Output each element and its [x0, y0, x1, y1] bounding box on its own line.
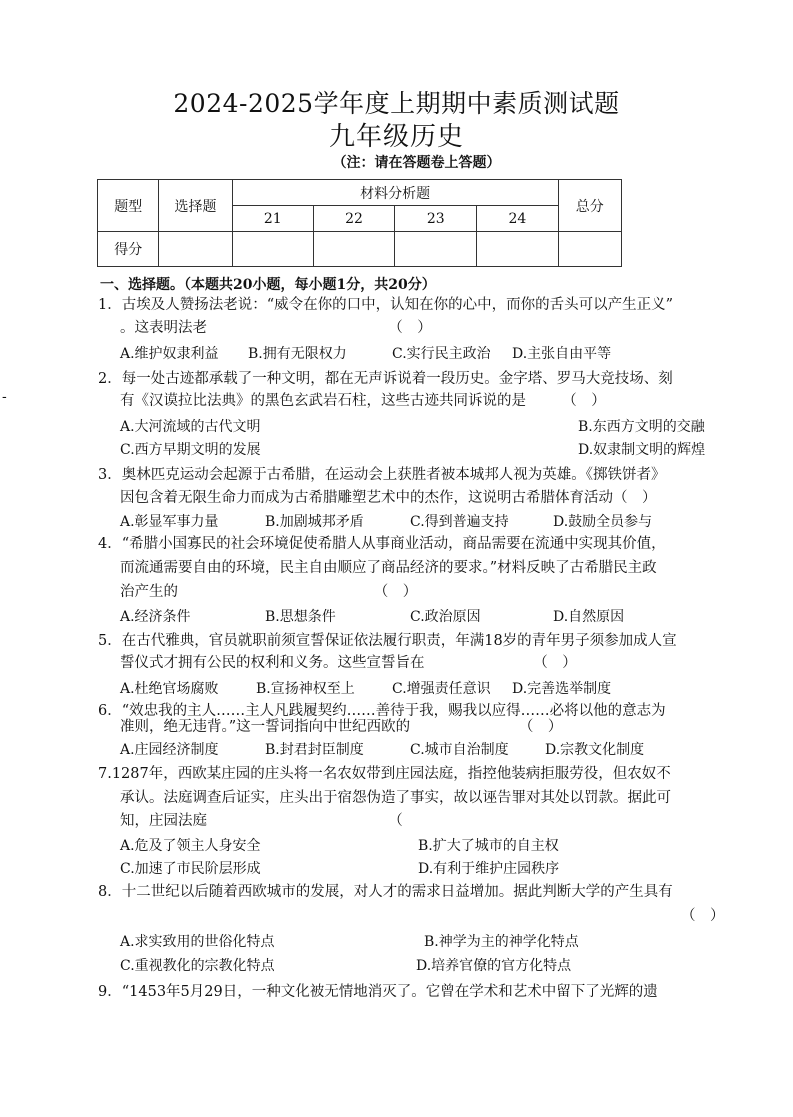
- question-6-option-a: A.庄园经济制度: [120, 742, 219, 758]
- question-4-line-3: 治产生的 （ ）: [120, 584, 418, 600]
- q-number-21: 21: [232, 206, 313, 232]
- choice-label: 选择题: [159, 180, 232, 232]
- question-2-option-b: B.东西方文明的交融: [578, 419, 705, 435]
- question-1-option-d: D.主张自由平等: [512, 346, 612, 362]
- total-label: 总分: [558, 180, 621, 232]
- exam-subtitle: 九年级历史: [328, 122, 464, 152]
- exam-title: 2024-2025学年度上期期中素质测试题: [173, 89, 620, 118]
- question-3-option-a: A.彰显军事力量: [120, 514, 219, 530]
- question-8-line-2: （ ）: [681, 908, 725, 924]
- question-5-option-a: A.杜绝官场腐败: [120, 681, 219, 697]
- question-5-option-d: D.完善选举制度: [512, 681, 612, 697]
- question-9-line-1: 9．“1453年5月29日，一种文化被无情地消灭了。它曾在学术和艺术中留下了光辉的遗: [98, 984, 658, 1000]
- question-5-option-b: B.宣扬神权至上: [256, 681, 355, 697]
- question-1-line-2: 。这表明法老 （ ）: [120, 320, 432, 336]
- question-5-line-1: 5．在古代雅典，官员就职前须宣誓保证依法履行职责，年满18岁的青年男子须参加成人宣: [98, 633, 677, 649]
- q-number-23: 23: [395, 206, 477, 232]
- question-1-option-b: B.拥有无限权力: [248, 346, 347, 362]
- question-7-line-2: 承认。法庭调查后证实，庄头出于宿怨伪造了事实，故以诬告罪对其处以罚款。据此可: [120, 790, 671, 806]
- question-6-line-1: 6．“效忠我的主人……主人凡践履契约……善待于我，赐我以应得……必将以他的意志为: [98, 703, 666, 719]
- exam-note: （注：请在答题卷上答题）: [332, 155, 501, 171]
- question-1-line-1: 1．古埃及人赞扬法老说：“威令在你的口中，认知在你的心中，而你的舌头可以产生正义”: [98, 297, 674, 313]
- question-8-option-c: C.重视教化的宗教化特点: [120, 958, 275, 974]
- type-label: 题型: [98, 180, 159, 232]
- question-4-option-b: B.思想条件: [265, 609, 336, 625]
- question-2-line-2: 有《汉谟拉比法典》的黑色玄武岩石柱，这些古迹共同诉说的是 （ ）: [120, 393, 606, 409]
- question-7-line-1: 7.1287年，西欧某庄园的庄头将一名农奴带到庄园法庭，指控他装病拒服劳役，但农奴不: [98, 766, 671, 782]
- question-7-line-3: 知，庄园法庭 （: [120, 813, 403, 829]
- score-cell-total: [558, 232, 621, 267]
- question-6-option-b: B.封君封臣制度: [265, 742, 364, 758]
- question-8-option-a: A.求实致用的世俗化特点: [120, 934, 275, 950]
- question-6-line-2: 准则，绝无违背。”这一誓词指向中世纪西欧的 （ ）: [120, 719, 563, 735]
- q-number-24: 24: [477, 206, 558, 232]
- question-5-option-c: C.增强责任意识: [392, 681, 491, 697]
- question-6-option-c: C.城市自治制度: [410, 742, 509, 758]
- question-3-option-b: B.加剧城邦矛盾: [265, 514, 364, 530]
- question-4-line-1: 4．“希腊小国寡民的社会环境促使希腊人从事商业活动，商品需要在流通中实现其价值，: [98, 536, 666, 552]
- question-8-option-d: D.培养官僚的官方化特点: [416, 958, 572, 974]
- score-cell-23: [395, 232, 477, 267]
- question-7-option-b: B.扩大了城市的自主权: [418, 838, 559, 854]
- question-3-line-1: 3．奥林匹克运动会起源于古希腊，在运动会上获胜者被本城邦人视为英雄。《掷铁饼者》: [98, 467, 666, 483]
- question-4-option-c: C.政治原因: [410, 609, 481, 625]
- question-7-option-a: A.危及了领主人身安全: [120, 838, 261, 854]
- q-number-22: 22: [313, 206, 394, 232]
- score-cell-choice: [159, 232, 232, 267]
- question-4-option-a: A.经济条件: [120, 609, 191, 625]
- question-2-option-a: A.大河流域的古代文明: [120, 419, 261, 435]
- question-4-option-d: D.自然原因: [553, 609, 625, 625]
- question-2-option-d: D.奴隶制文明的辉煌: [578, 442, 706, 458]
- question-2-line-1: 2．每一处古迹都承载了一种文明，都在无声诉说着一段历史。金字塔、罗马大竞技场、刻: [98, 371, 673, 387]
- question-5-line-2: 誓仪式才拥有公民的权利和义务。这些宣誓旨在 （ ）: [120, 655, 577, 671]
- question-7-option-d: D.有利于维护庄园秩序: [418, 861, 560, 877]
- question-8-line-1: 8．十二世纪以后随着西欧城市的发展，对人才的需求日益增加。据此判断大学的产生具有: [98, 884, 673, 900]
- score-table: [97, 179, 622, 267]
- section-heading: 一、选择题。（本题共20小题，每小题1分，共20分）: [100, 277, 436, 293]
- question-1-option-c: C.实行民主政治: [392, 346, 491, 362]
- question-6-option-d: D.宗教文化制度: [545, 742, 645, 758]
- question-4-line-2: 而流通需要自由的环境，民主自由顺应了商品经济的要求。”材料反映了古希腊民主政: [120, 560, 657, 576]
- question-3-line-2: 因包含着无限生命力而成为古希腊雕塑艺术中的杰作，这说明古希腊体育活动（ ）: [120, 490, 657, 506]
- score-label: 得分: [98, 232, 159, 267]
- question-2-option-c: C.西方早期文明的发展: [120, 442, 261, 458]
- question-3-option-c: C.得到普遍支持: [410, 514, 509, 530]
- margin-mark: -: [2, 389, 7, 405]
- question-1-option-a: A.维护奴隶利益: [120, 346, 219, 362]
- material-label: 材料分析题: [232, 180, 558, 206]
- score-cell-21: [232, 232, 313, 267]
- question-3-option-d: D.鼓励全员参与: [553, 514, 653, 530]
- question-7-option-c: C.加速了市民阶层形成: [120, 861, 261, 877]
- question-8-option-b: B.神学为主的神学化特点: [424, 934, 579, 950]
- score-cell-22: [313, 232, 394, 267]
- score-cell-24: [477, 232, 558, 267]
